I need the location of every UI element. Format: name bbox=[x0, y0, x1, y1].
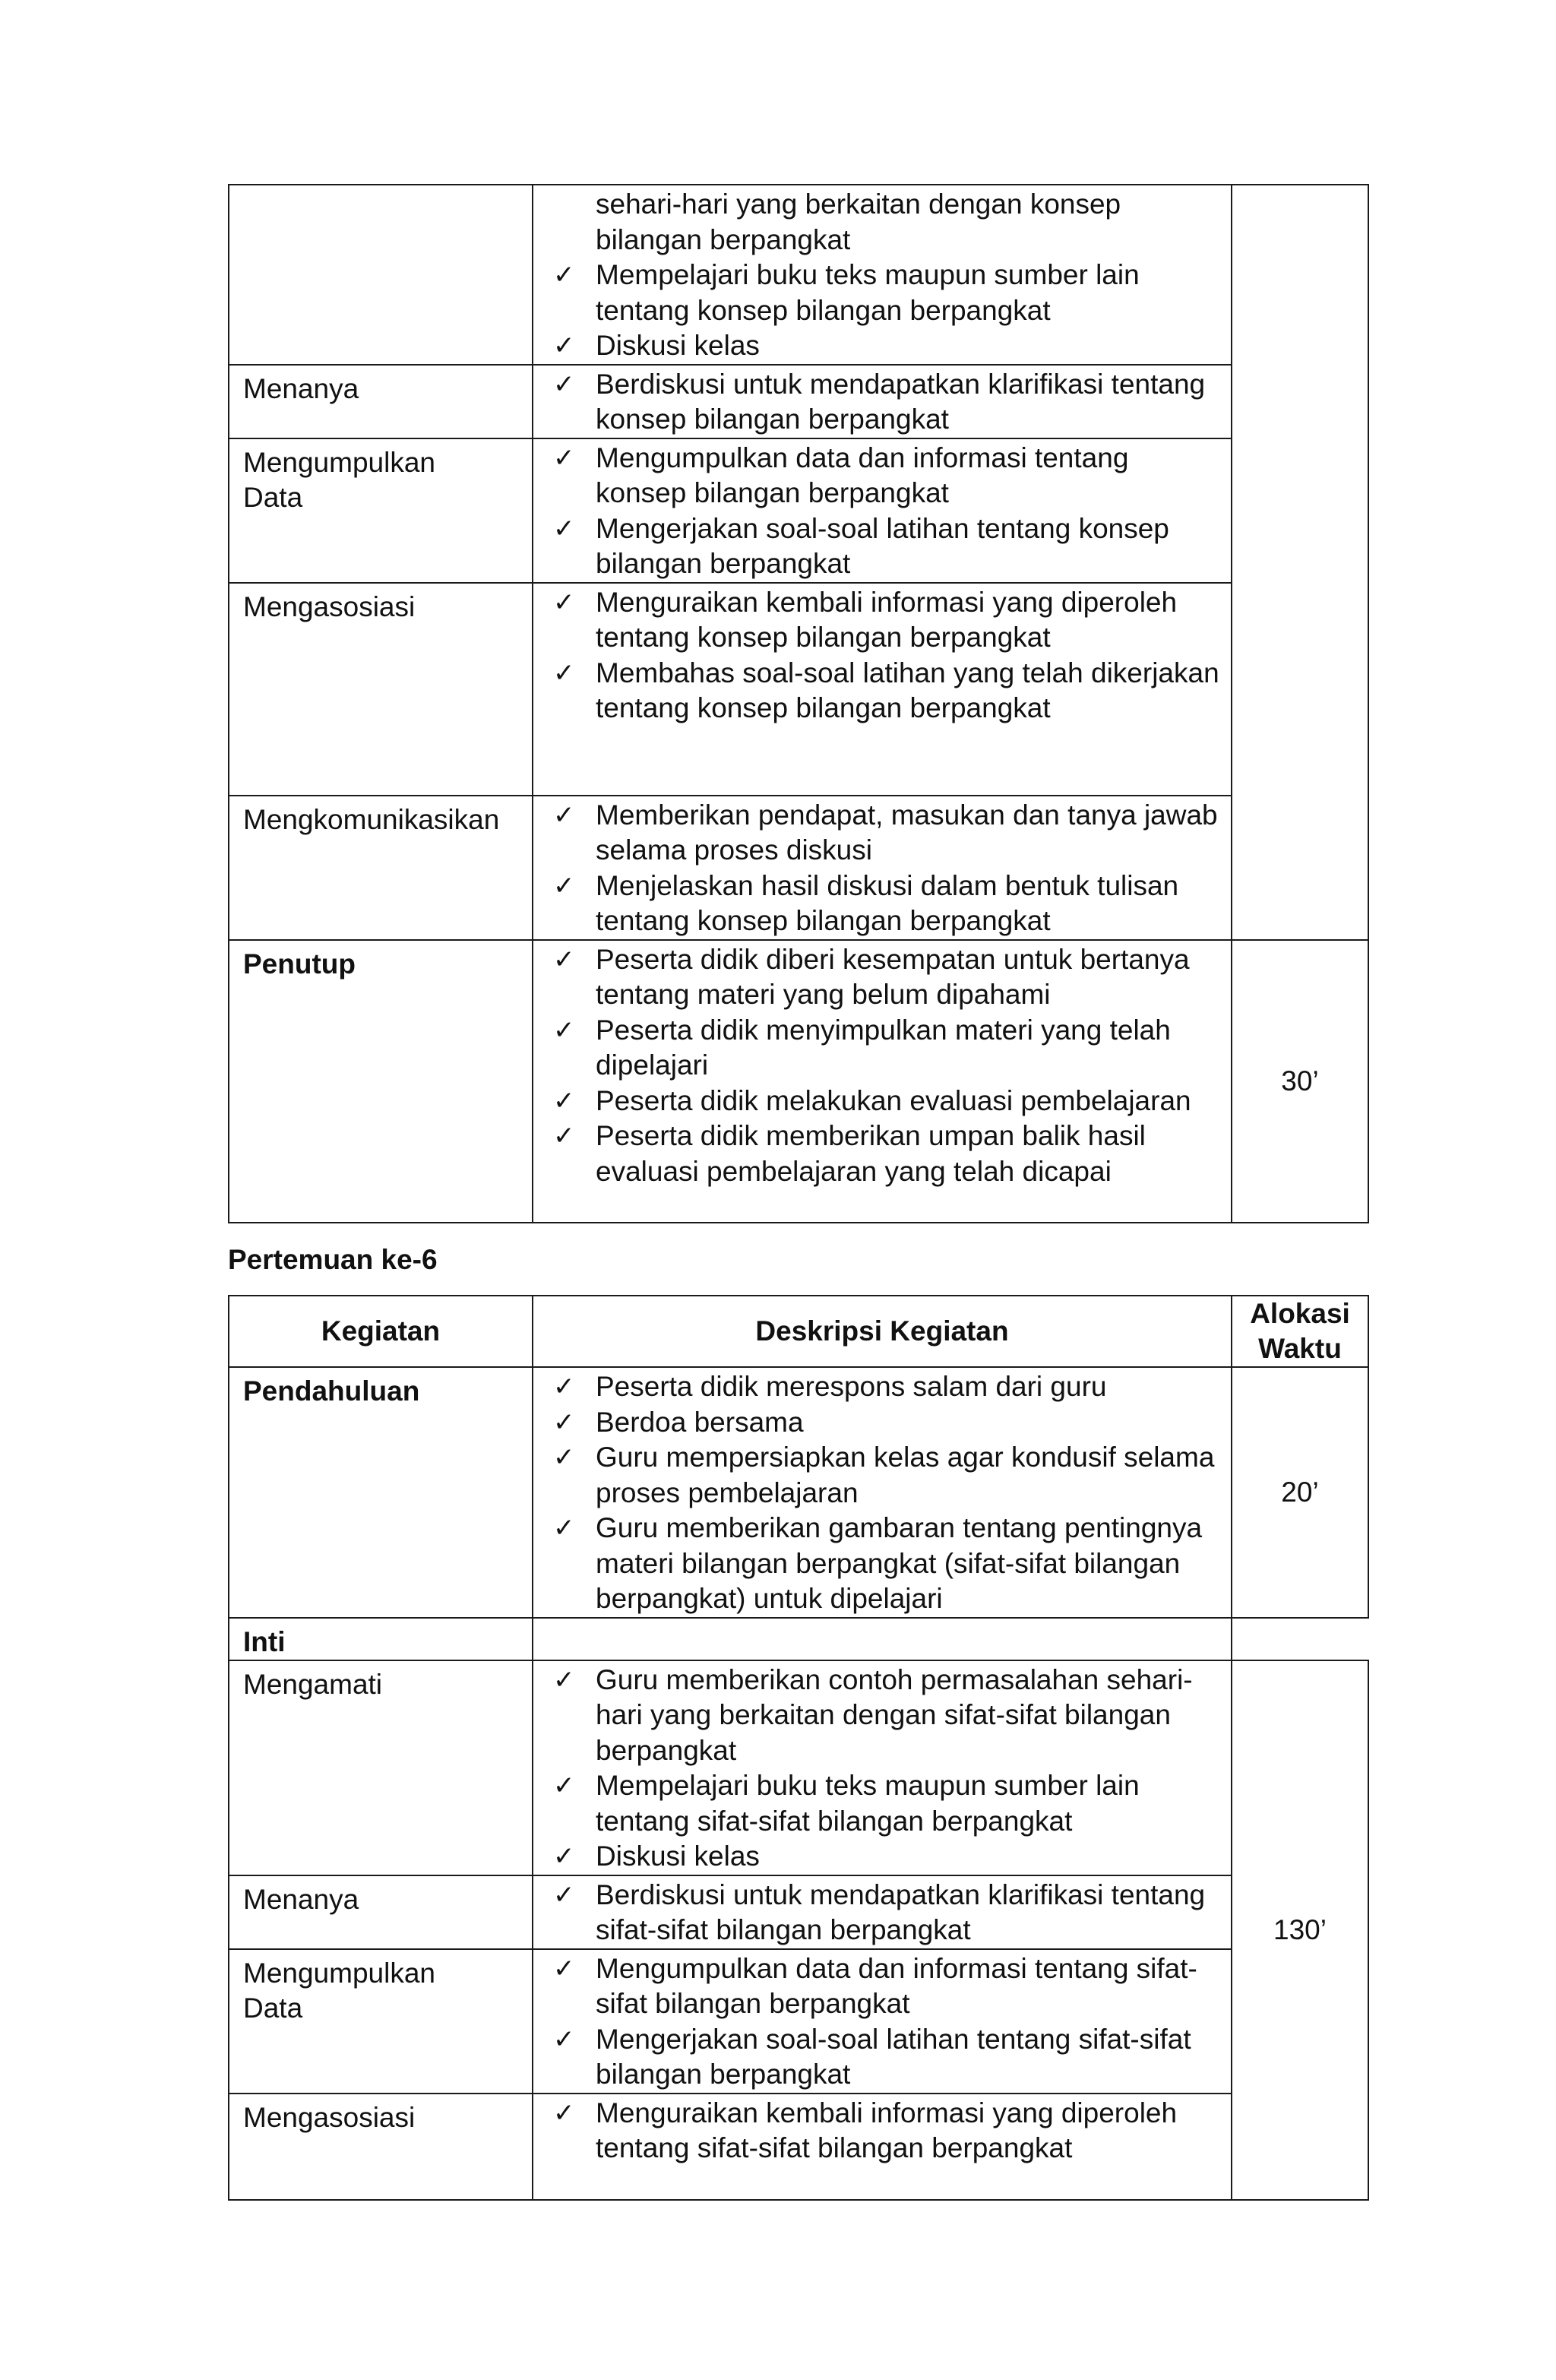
activity-cell: Penutup bbox=[229, 940, 533, 1223]
checklist-item: ✓ Berdiskusi untuk mendapatkan klarifikasi tentang konsep bilangan berpangkat bbox=[533, 367, 1223, 438]
activity-cell: Mengumpulkan Data bbox=[229, 1949, 533, 2094]
checklist-item: ✓ Mengumpulkan data dan informasi tentang konsep bilangan berpangkat bbox=[533, 441, 1223, 511]
checklist-item: ✓ Diskusi kelas bbox=[533, 1839, 1223, 1875]
description-cell bbox=[533, 365, 1232, 438]
table-row bbox=[229, 583, 1368, 796]
activity-cell: Inti bbox=[229, 1618, 533, 1660]
time-allocation-cell: 30’ bbox=[1232, 940, 1368, 1223]
table-row bbox=[229, 1875, 1368, 1949]
checklist-item: ✓ Guru mempersiapkan kelas agar kondusif selama proses pembelajaran bbox=[533, 1440, 1223, 1511]
time-allocation-cell: 20’ bbox=[1232, 1367, 1368, 1618]
activity-cell bbox=[229, 185, 533, 365]
table-row bbox=[229, 940, 1368, 1223]
table-row bbox=[229, 365, 1368, 438]
checklist-item: ✓ Berdoa bersama bbox=[533, 1405, 1223, 1441]
table-row bbox=[229, 1367, 1368, 1618]
checklist-item: ✓ Berdiskusi untuk mendapatkan klarifikasi tentang sifat-sifat bilangan berpangkat bbox=[533, 1878, 1223, 1948]
checklist-item: ✓ Mempelajari buku teks maupun sumber lain tentang sifat-sifat bilangan berpangkat bbox=[533, 1768, 1223, 1839]
description-cell bbox=[533, 940, 1232, 1223]
activity-table-meeting-6 bbox=[228, 1295, 1369, 2201]
checklist-item: ✓ Mengumpulkan data dan informasi tentang sifat-sifat bilangan berpangkat bbox=[533, 1951, 1223, 2022]
time-allocation-cell: 130’ bbox=[1232, 1660, 1368, 2200]
description-cell bbox=[533, 1875, 1232, 1949]
table-row bbox=[229, 185, 1368, 365]
table-row bbox=[229, 2094, 1368, 2200]
checklist-item: ✓ Memberikan pendapat, masukan dan tanya jawab selama proses diskusi bbox=[533, 798, 1223, 869]
checklist-item: ✓ Menguraikan kembali informasi yang diperoleh tentang konsep bilangan berpangkat bbox=[533, 585, 1223, 656]
checklist-item: ✓ Diskusi kelas bbox=[533, 328, 1223, 364]
description-cell bbox=[533, 1660, 1232, 1875]
checklist-item: ✓ Peserta didik merespons salam dari guru bbox=[533, 1369, 1223, 1405]
checklist-item: ✓ Peserta didik menyimpulkan materi yang telah dipelajari bbox=[533, 1013, 1223, 1084]
activity-cell: Mengkomunikasikan bbox=[229, 796, 533, 940]
description-cell bbox=[533, 583, 1232, 796]
checklist-item: ✓ Peserta didik diberi kesempatan untuk bertanya tentang materi yang belum dipahami bbox=[533, 942, 1223, 1013]
table-row bbox=[229, 1618, 1368, 1660]
description-cell bbox=[533, 185, 1232, 365]
description-cell bbox=[533, 796, 1232, 940]
checklist-item: ✓ Peserta didik memberikan umpan balik hasil evaluasi pembelajaran yang telah dicapai bbox=[533, 1119, 1223, 1189]
table-row bbox=[229, 796, 1368, 940]
checklist-item: ✓ Menguraikan kembali informasi yang diperoleh tentang sifat-sifat bilangan berpangkat bbox=[533, 2096, 1223, 2166]
table-row bbox=[229, 1660, 1368, 1875]
activity-cell: Mengasosiasi bbox=[229, 2094, 533, 2200]
description-cell bbox=[533, 438, 1232, 583]
activity-cell: Menanya bbox=[229, 1875, 533, 1949]
activity-cell: Mengasosiasi bbox=[229, 583, 533, 796]
checklist-item: ✓ Menjelaskan hasil diskusi dalam bentuk tulisan tentang konsep bilangan berpangkat bbox=[533, 869, 1223, 939]
checklist-item: ✓ Mempelajari buku teks maupun sumber lain tentang konsep bilangan berpangkat bbox=[533, 258, 1223, 328]
activity-cell: Mengamati bbox=[229, 1660, 533, 1875]
activity-cell: Menanya bbox=[229, 365, 533, 438]
checklist-item: ✓ Guru memberikan contoh permasalahan sehari-hari yang berkaitan dengan sifat-sifat bilangan berpangkat bbox=[533, 1663, 1223, 1769]
checklist-item: ✓ Membahas soal-soal latihan yang telah dikerjakan tentang konsep bilangan berpangkat bbox=[533, 656, 1223, 726]
header-deskripsi: Deskripsi Kegiatan bbox=[533, 1296, 1232, 1367]
activity-cell: Mengumpulkan Data bbox=[229, 438, 533, 583]
meeting-title: Pertemuan ke-6 bbox=[228, 1244, 438, 1275]
checklist-item: ✓ Mengerjakan soal-soal latihan tentang sifat-sifat bilangan berpangkat bbox=[533, 2022, 1223, 2093]
table-row bbox=[229, 438, 1368, 583]
description-cell bbox=[533, 1367, 1232, 1618]
checklist-item: ✓ Mengerjakan soal-soal latihan tentang konsep bilangan berpangkat bbox=[533, 511, 1223, 582]
header-kegiatan: Kegiatan bbox=[229, 1296, 533, 1367]
checklist-item: sehari-hari yang berkaitan dengan konsep bilangan berpangkat bbox=[596, 188, 1121, 255]
header-alokasi-waktu: Alokasi Waktu bbox=[1232, 1296, 1368, 1367]
description-cell bbox=[533, 2094, 1232, 2200]
checklist-item: ✓ Guru memberikan gambaran tentang pentingnya materi bilangan berpangkat (sifat-sifat bilangan berpangkat) untuk dipelajari bbox=[533, 1511, 1223, 1617]
activity-table-continued bbox=[228, 184, 1369, 1223]
description-cell bbox=[533, 1618, 1232, 1660]
table-row bbox=[229, 1949, 1368, 2094]
description-cell bbox=[533, 1949, 1232, 2094]
checklist-item: ✓ Peserta didik melakukan evaluasi pembelajaran bbox=[533, 1084, 1223, 1119]
time-allocation-cell bbox=[1232, 185, 1368, 940]
activity-cell: Pendahuluan bbox=[229, 1367, 533, 1618]
